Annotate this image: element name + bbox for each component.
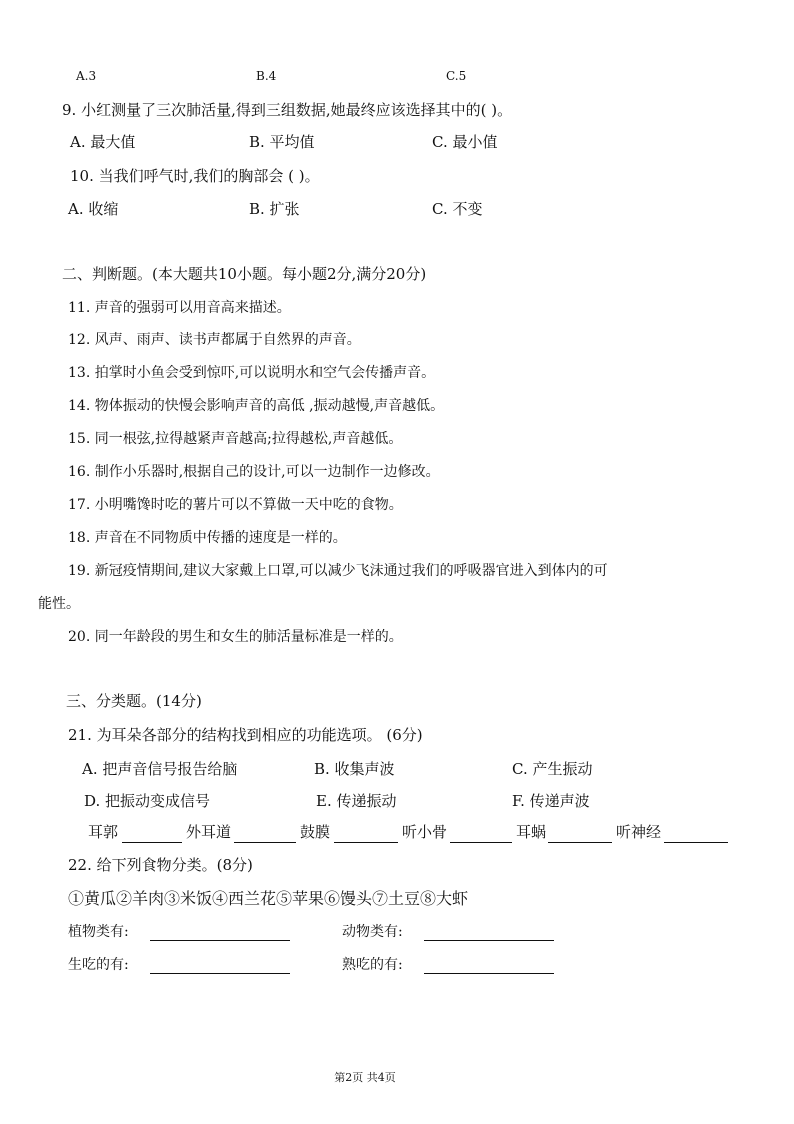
- q9-option-a: A. 最大值: [70, 133, 136, 151]
- true-false-item: 16. 制作小乐器时,根据自己的设计,可以一边制作一边修改。: [68, 464, 440, 480]
- question-21: 21. 为耳朵各部分的结构找到相应的功能选项。 (6分): [68, 726, 423, 744]
- q21-option-f: F. 传递声波: [512, 792, 590, 810]
- q9-option-c: C. 最小值: [432, 133, 498, 151]
- option-b-q8: B.4: [256, 69, 277, 83]
- true-false-item: 18. 声音在不同物质中传播的速度是一样的。: [68, 530, 347, 546]
- question-10: 10. 当我们呼气时,我们的胸部会 ( )。: [70, 167, 320, 185]
- q21-option-c: C. 产生振动: [512, 760, 593, 778]
- true-false-item: 19. 新冠疫情期间,建议大家戴上口罩,可以减少飞沫通过我们的呼吸器官进入到体内的可: [68, 563, 608, 579]
- q10-option-c: C. 不变: [432, 200, 483, 218]
- option-a-q8: A.3: [76, 69, 97, 83]
- q21-option-e: E. 传递振动: [316, 792, 397, 810]
- answer-blank-animal-food[interactable]: [424, 940, 554, 941]
- raw-food-label: 生吃的有:: [68, 957, 129, 973]
- answer-blank-cochlea[interactable]: [548, 842, 612, 843]
- section-2-heading: 二、判断题。(本大题共10小题。每小题2分,满分20分): [62, 265, 427, 283]
- cooked-food-label: 熟吃的有:: [342, 957, 403, 973]
- answer-blank-ossicles[interactable]: [450, 842, 512, 843]
- ear-part-label: 听神经: [616, 823, 662, 841]
- answer-blank-ear-auricle[interactable]: [122, 842, 182, 843]
- plant-food-label: 植物类有:: [68, 924, 129, 940]
- q21-option-d: D. 把振动变成信号: [84, 792, 211, 810]
- option-c-q8: C.5: [446, 69, 467, 83]
- true-false-item: 20. 同一年龄段的男生和女生的肺活量标准是一样的。: [68, 629, 403, 645]
- answer-blank-plant-food[interactable]: [150, 940, 290, 941]
- q9-option-b: B. 平均值: [249, 133, 315, 151]
- true-false-item: 14. 物体振动的快慢会影响声音的高低 ,振动越慢,声音越低。: [68, 398, 445, 414]
- q21-option-b: B. 收集声波: [314, 760, 395, 778]
- ear-part-label: 耳郭: [88, 823, 119, 841]
- true-false-item: 17. 小明嘴馋时吃的薯片可以不算做一天中吃的食物。: [68, 497, 403, 513]
- true-false-item: 13. 拍掌时小鱼会受到惊吓,可以说明水和空气会传播声音。: [68, 365, 436, 381]
- ear-part-label: 听小骨: [402, 823, 448, 841]
- true-false-item: 12. 风声、雨声、读书声都属于自然界的声音。: [68, 332, 361, 348]
- q21-option-a: A. 把声音信号报告给脑: [82, 760, 238, 778]
- q10-option-a: A. 收缩: [68, 200, 119, 218]
- question-22: 22. 给下列食物分类。(8分): [68, 856, 253, 874]
- answer-blank-eardrum[interactable]: [334, 842, 398, 843]
- true-false-item-continued: 能性。: [38, 596, 80, 612]
- q10-option-b: B. 扩张: [249, 200, 300, 218]
- section-3-heading: 三、分类题。(14分): [66, 692, 202, 710]
- answer-blank-raw-food[interactable]: [150, 973, 290, 974]
- food-list: ①黄瓜②羊肉③米饭④西兰花⑤苹果⑥馒头⑦土豆⑧大虾: [68, 889, 469, 908]
- true-false-item: 11. 声音的强弱可以用音高来描述。: [68, 300, 291, 316]
- ear-part-label: 外耳道: [186, 823, 232, 841]
- answer-blank-cooked-food[interactable]: [424, 973, 554, 974]
- animal-food-label: 动物类有:: [342, 924, 403, 940]
- true-false-item: 15. 同一根弦,拉得越紧声音越高;拉得越松,声音越低。: [68, 431, 403, 447]
- answer-blank-auditory-nerve[interactable]: [664, 842, 728, 843]
- answer-blank-ear-canal[interactable]: [234, 842, 296, 843]
- ear-part-label: 鼓膜: [300, 823, 331, 841]
- ear-part-label: 耳蜗: [516, 823, 547, 841]
- question-9: 9. 小红测量了三次肺活量,得到三组数据,她最终应该选择其中的( )。: [62, 101, 513, 119]
- page-number-footer: 第2页 共4页: [334, 1071, 396, 1084]
